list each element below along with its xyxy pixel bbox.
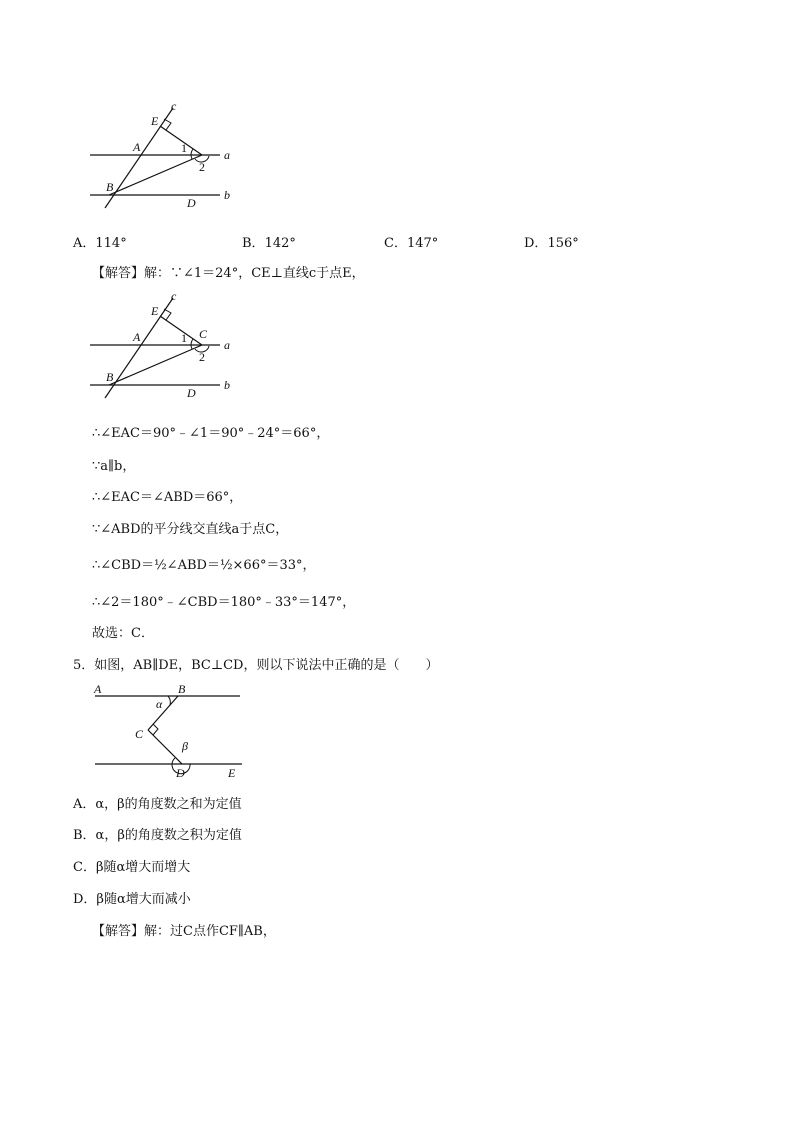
label-c: c (171, 99, 177, 113)
label-beta: β (182, 739, 188, 753)
label-d: D (187, 386, 196, 400)
angle-1-arc (191, 339, 193, 349)
segment-bc (148, 696, 178, 730)
figure-2-parallel-lines (85, 288, 245, 406)
q4-step-5: ∴∠CBD＝½∠ABD＝½×66°＝33°， (92, 558, 316, 573)
label-a-point: A (133, 140, 141, 154)
label-b-line: b (224, 378, 230, 392)
label-a-line: a (224, 148, 230, 162)
label-a: A (94, 682, 102, 696)
q4-step-1: ∴∠EAC＝90°﹣∠1＝90°﹣24°＝66°， (92, 426, 330, 441)
figure-3-parallel-lines (90, 680, 250, 782)
label-e: E (151, 304, 159, 318)
figure-1-parallel-lines (85, 98, 245, 216)
segment-cd (148, 730, 182, 764)
label-c: c (171, 289, 177, 303)
label-d: D (187, 196, 196, 210)
label-b-line: b (224, 188, 230, 202)
label-e: E (151, 114, 159, 128)
label-b-point: B (106, 180, 114, 194)
label-2: 2 (199, 160, 205, 174)
q5-option-b: B．α，β的角度数之积为定值 (73, 828, 242, 843)
label-b-point: B (106, 370, 114, 384)
q4-option-a: A．114° (73, 236, 127, 251)
q5-option-a: A．α，β的角度数之和为定值 (73, 797, 242, 812)
q5-answer-header: 【解答】解：过C点作CF∥AB， (92, 924, 276, 939)
alpha-arc (168, 696, 170, 705)
segment-bc (109, 155, 202, 195)
q5-option-c: C．β随α增大而增大 (73, 860, 191, 875)
line-c (105, 108, 173, 208)
q4-step-7: 故选：C． (92, 626, 154, 641)
line-c (105, 298, 173, 398)
label-1: 1 (181, 331, 187, 345)
label-d: D (176, 766, 185, 780)
label-alpha: α (156, 697, 163, 711)
q4-step-2: ∵a∥b， (92, 459, 136, 474)
segment-bc (109, 345, 202, 385)
label-c-point: C (199, 327, 208, 341)
q5-stem: 5．如图，AB∥DE，BC⊥CD，则以下说法中正确的是（ ） (73, 658, 439, 673)
label-b: B (178, 682, 186, 696)
label-2: 2 (199, 350, 205, 364)
q4-step-6: ∴∠2＝180°﹣∠CBD＝180°﹣33°＝147°， (92, 595, 356, 610)
q4-option-d: D．156° (524, 236, 579, 251)
angle-1-arc (191, 149, 193, 159)
q4-step-4: ∵∠ABD的平分线交直线a于点C， (92, 522, 289, 537)
label-a-line: a (224, 338, 230, 352)
label-e: E (228, 766, 236, 780)
right-angle-mark (153, 724, 158, 735)
q4-step-3: ∴∠EAC＝∠ABD＝66°， (92, 490, 243, 505)
label-1: 1 (181, 141, 187, 155)
q4-option-c: C．147° (384, 236, 439, 251)
q5-option-d: D．β随α增大而减小 (73, 892, 191, 907)
q4-answer-header: 【解答】解：∵∠1＝24°，CE⊥直线c于点E， (92, 266, 365, 281)
q4-option-b: B．142° (242, 236, 296, 251)
label-c: C (135, 727, 144, 741)
label-a-point: A (133, 330, 141, 344)
